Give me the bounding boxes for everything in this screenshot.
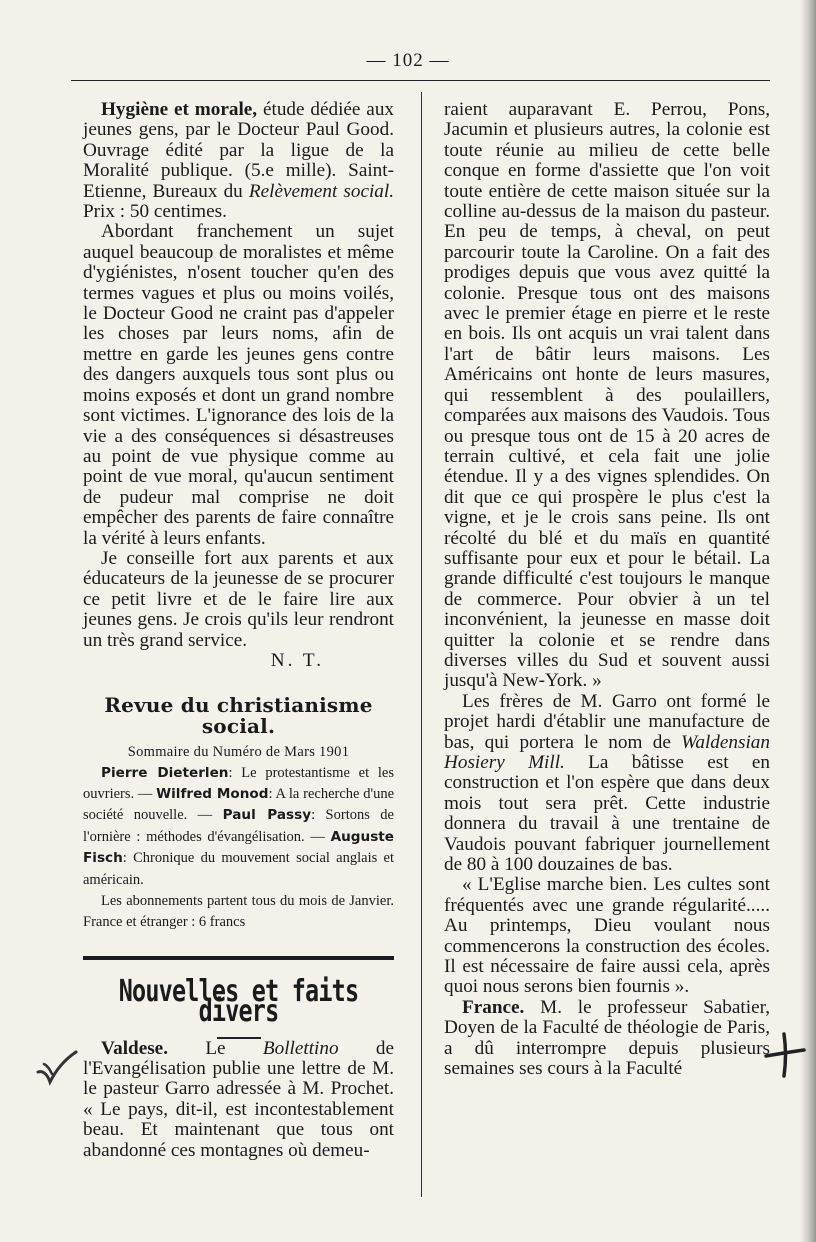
revue-sommaire: Sommaire du Numéro de Mars 1901 — [127, 744, 350, 761]
handwritten-plus-mark — [762, 1030, 808, 1080]
hygiene-paragraph-1: Abordant franchement un sujet auquel beaucoup de moralistes et même d'ygiénistes, n'osent toucher qu'en des termes vagues et plus ou moins voilés, le Docteur Good ne craint pas d'appeler les choses par leurs noms, afin de mettre en garde les jeunes gens contre des dangers auxquels tous sont plus ou moins exposés et dont un grand nombre sont victimes. L'ignorance des lois de la vie a des conséquences si désastreuses au point de vue physique comme au point de vue moral, qu'aucun sentiment de pudeur mal comprise ne doit empêcher des parents de faire connaître la vérité à leurs enfants. — [83, 221, 394, 549]
revue-abonnements: Les abonnements partent tous du mois de Janvier. France et étranger : 6 francs — [83, 893, 394, 931]
eglise-paragraph: « L'Eglise marche bien. Les cultes sont fréquentés avec une grande régularité..... Au printemps, Dieu voulant nous commencerons la construction des écoles. Il est nécessaire de faire aussi cela, après quoi nous serons bien fournis ». — [444, 874, 770, 998]
revue-text-3: : Sortons de l'ornière : méthodes d'évangélisation. — — [83, 807, 394, 845]
hygiene-description: étude dédiée aux jeunes gens, par le Docteur Paul Good. Ouvrage édité par la ligue de la Moralité publique. (5.e mille). Saint-Etienne, Bureaux du — [83, 99, 395, 202]
revue-heading: Revue du christianisme social. — [104, 693, 373, 738]
revue-author-1: Pierre Dieterlen — [101, 764, 229, 781]
france-text: M. le professeur Sabatier, Doyen de la Faculté de théologie de Paris, a dû interrompre depuis plusieurs semaines ses cours à la Faculté — [444, 996, 771, 1080]
hygiene-title: Hygiène et morale, — [101, 99, 258, 120]
revue-text-1: : Le protestantisme et les ouvriers. — — [83, 764, 394, 802]
freres-text-2: La bâtisse est en construction et l'on espère que dans deux mois tout sera prêt. Cette industrie donnera du travail à une trentaine de Vaudois pouvant fabriquer journellement de 80 à 100 douzaines de bas. — [444, 752, 771, 876]
left-column — [83, 100, 394, 1161]
revue-text-2: : A la recherche d'une société nouvelle. — — [83, 786, 394, 824]
hygiene-paragraph-2: Je conseille fort aux parents et aux éducateurs de la jeunesse de se procurer ce petit livre et de le faire lire aux jeunes gens. Je crois qu'ils leur rendront un très grand service. — [83, 547, 394, 651]
valdese-le: Le — [205, 1037, 226, 1059]
valdese-entry — [83, 1039, 394, 1161]
column-divider — [421, 92, 422, 1197]
france-entry — [444, 998, 770, 1080]
freres-text-1: Les frères de M. Garro ont formé le projet hardi d'établir une manufacture de bas, qui portera le nom de — [444, 690, 770, 753]
nouvelles-heading: Nouvelles et faits divers — [118, 973, 359, 1030]
freres-paragraph — [444, 692, 770, 876]
section-rule — [83, 956, 394, 960]
handwritten-check-mark — [34, 1050, 80, 1090]
valdese-title: Valdese. — [101, 1037, 168, 1059]
hygiene-entry — [83, 100, 394, 222]
header-rule — [71, 80, 770, 81]
revue-author-2: Wilfred Monod — [156, 786, 269, 802]
france-title: France. — [462, 996, 525, 1018]
hygiene-price: Prix : 50 centimes. — [83, 201, 227, 223]
hygiene-publisher: Relèvement social. — [248, 180, 395, 202]
valdese-continuation: raient auparavant E. Perrou, Pons, Jacumin et plusieurs autres, la colonie est toute réunie au milieu de cette belle conque en forme d'assiette que l'on voit toute entière de cette maison située sur la colline au-dessus de la maison du pasteur. En peu de temps, à cheval, on peut parcourir toute la Caroline. On a fait des prodiges depuis que vous avez quitté la colonie. Presque tous ont des maisons avec le premier étage en pierre et le reste en bois. Ils ont acquis un vrai talent dans l'art de bâtir leurs maisons. Les Américains ont honte de leurs masures, qui ressemblent à des poulaillers, comparées aux maisons des Vaudois. Tous ou presque tous ont de 15 à 20 acres de terrain cultivé, et cela fait une jolie étendue. Il y a des vignes splendides. On dit que ce qui prospère le plus c'est la vigne, et je le crois sans peine. Ils ont récolté du blé et du maïs en quantité suffisante pour eux et pour le bétail. La grande difficulté c'est toujours le manque de commerce. Pour obvier à un tel inconvénient, la jeunesse en masse doit quitter la colonie et se rendre dans diverses villes du Sud et souvent aussi jusqu'à New-York. » — [444, 99, 770, 692]
freres-mill-name: Waldensian Hosiery Mill. — [444, 731, 770, 773]
signature: N. T. — [270, 649, 324, 671]
revue-summary — [83, 763, 394, 891]
revue-text-4: : Chronique du mouvement social anglais et américain. — [83, 850, 394, 888]
revue-author-4: Auguste Fisch — [83, 828, 395, 867]
page-number: — 102 — — [366, 50, 450, 71]
revue-contents — [83, 763, 394, 934]
revue-author-3: Paul Passy — [222, 807, 312, 824]
right-column — [444, 100, 770, 1080]
valdese-bollettino: Bollettino — [262, 1037, 339, 1059]
valdese-text: de l'Evangélisation publie une lettre de M. le pasteur Garro adressée à M. Prochet. « Le pays, dit-il, est incontestablement beau. Et maintenant que tous ont abandonné ces montagnes où demeu- — [83, 1037, 394, 1161]
